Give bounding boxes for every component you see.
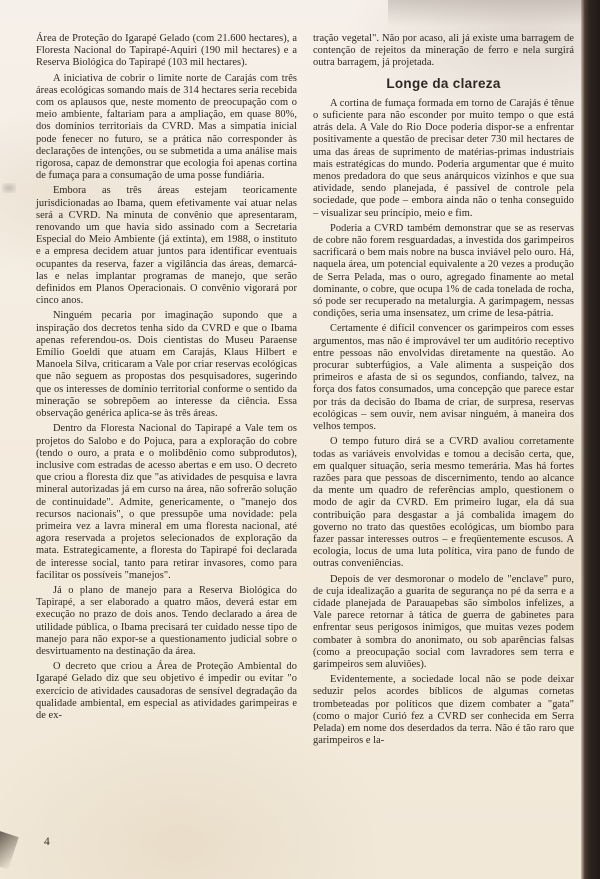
paragraph: Área de Proteção do Igarapé Gelado (com 21.600 hectares), a Floresta Nacional do Tapirapé-Aquiri (190 mil hectares) e a Reserva Biológica do Tapirapé (103 mil hectares).	[36, 33, 297, 69]
paragraph: O tempo futuro dirá se a CVRD avaliou corretamente todas as variáveis envolvidas e tomou a decisão certa, que, em qualquer situação, seria mesmo temerária. Mas há fortes razões para que pessoas de discernimento, tendo ao alcance da mente um quadro de referências amplo, questionem o modo de agir da CVRD. Em primeiro lugar, ela dá sua contribuição para desgastar a já combalida imagem do governo no trato das questões ecológicas, um biombo para fazer passar interesses outros – e freqüentemente escusos. A ecologia, locus de uma luta política, vira pano de fundo de outras conveniências.	[313, 436, 574, 570]
page-number: 4	[44, 836, 50, 848]
paragraph: Certamente é difícil convencer os garimpeiros com esses argumentos, mas não é improvável ter um auditório receptivo entre pessoas não envolvidas diretamente na questão. Ao procurar subterfúgios, a Vale alimenta a suspeição dos primeiros e afasta de si os segundos, confiando, talvez, na força dos fatos consumados, uma concepção que parece estar por trás da decisão do Ibama de criar, de surpresa, reservas ecológicas – sem ouvir, nem avisar ninguém, à maneira dos velhos tempos.	[313, 323, 574, 433]
paragraph: Embora as três áreas estejam teoricamente jurisdicionadas ao Ibama, quem efetivamente vai atuar nelas será a CVRD. Na minuta de convênio que apresentaram, renovando um que havia sido assinado com a Secretaria Especial do Meio Ambiente (já extinta), em 1988, o instituto e a empresa decidem atuar juntos para identificar eventuais ocupantes da reserva, fazer a vigilância das áreas, demarcá-las e nelas implantar programas de manejo, que serão definidos em Planos Operacionais. O convênio vigorará por cinco anos.	[36, 185, 297, 307]
paragraph: Evidentemente, a sociedade local não se pode deixar seduzir pelos acordes bíblicos de algumas cornetas trombeteadas por políticos que dizem combater a "gata" (como o major Curió fez a CVRD ser conhecida em Serra Pelada) em nome dos deserdados da terra. Não é tão raro que garimpeiros e la-	[313, 674, 574, 747]
paragraph: Ninguém pecaria por imaginação supondo que a inspiração dos decretos tenha sido da CVRD e que o Ibama apenas referendou-os. Dois cientistas do Museu Paraense Emílio Goeldi que atuam em Carajás, Klaus Hilbert e Manoela Silva, criticaram a Vale por criar reservas ecológicas que não seguem as propostas dos pesquisadores, sugerindo que os interesses de domínio territorial conforme o sentido da mineração se sobrepõem ao interesse da ciência. Essa observação genérica aplica-se às três áreas.	[36, 310, 297, 420]
paragraph: Já o plano de manejo para a Reserva Biológica do Tapirapé, a ser elaborado a quatro mãos, deverá estar em execução no prazo de dois anos. Tendo declarado a área de utilidade pública, o Ibama precisará ter cuidado nesse tipo de manejo para não expor-se a questionamento judicial sobre o desvirtuamento na destinação da área.	[36, 584, 297, 657]
paragraph: A cortina de fumaça formada em torno de Carajás é tênue o suficiente para não esconder por muito tempo o que está atrás dela. A Vale do Rio Doce poderia dispor-se a enfrentar positivamente a questão de precisar deter 730 mil hectares de uma das áreas de suprimento de matérias-primas industriais mais estratégicas do mundo. Poderia argumentar que é muito menos predadora do que seus anárquicos vizinhos e que sua atividade, sendo planejada, é passível de controle pela sociedade, que pode – embora ainda não o tenha conseguido – visualizar seu princípio, meio e fim.	[313, 97, 574, 219]
section-heading: Longe da clareza	[386, 75, 501, 91]
right-column	[313, 33, 574, 750]
left-column	[36, 33, 297, 725]
paragraph: Dentro da Floresta Nacional do Tapirapé a Vale tem os projetos do Salobo e do Pojuca, para a exploração do cobre (tendo o ouro, a prata e o molibdênio como subprodutos), inclusive com estradas de acesso abertas e em uso. O decreto que criou a floresta diz que "as atividades de pesquisa e lavra mineral autorizadas já em curso na área, não sofrerão solução de continuidade". Admite, genericamente, o "manejo dos recursos nacionais", o que pressupõe uma novidade: pela primeira vez a lavra mineral em uma floresta nacional, até agora reservada a projetos selecionados de exploração da mata. Estrategicamente, a floresta do Tapirapé foi declarada de interesse social, tanto para retirar invasores, como para facilitar os possíveis "manejos".	[36, 423, 297, 581]
scan-edge-right	[581, 0, 600, 879]
paragraph: O decreto que criou a Área de Proteção Ambiental do Igarapé Gelado diz que seu objetivo é impedir ou evitar "o exercício de atividades causadoras de sensível degradação da qualidade ambiental, em especial as atividades garimpeiras e de ex-	[36, 661, 297, 721]
scan-shadow-top	[388, 0, 588, 26]
paragraph: A iniciativa de cobrir o limite norte de Carajás com três áreas ecológicas somando mais de 314 hectares seria recebida com os aplausos que, neste momento de preocupação com o meio ambiente, faltariam para a ampliação, em quase 80%, dos domínios territoriais da CVRD. Mas a simpatia inicial pode fenecer no futuro, se a prática não corresponder às declarações de intenções, ou se submetida a uma análise mais rigorosa, capaz de demonstrar que ecologia foi apenas cortina de fumaça para a consumação de uma posse fundiária.	[36, 72, 297, 182]
paragraph: Poderia a CVRD também demonstrar que se as reservas de cobre não forem resguardadas, a investida dos garimpeiros sacrificará o bem mais nobre na busca inviável pelo ouro. Há, naquela área, um potencial equivalente a 20 vezes a produção de Serra Pelada, mas o ouro, agregado finamente ao metal dominante, o cobre, que ocupa 1% de cada tonelada de rocha, só pode ser recuperado na metalurgia. A garimpagem, nessas condições, seria uma insensatez, um crime de lesa-pátria.	[313, 222, 574, 320]
scan-smudge-left	[2, 183, 16, 193]
scan-mark-bottom-left	[0, 830, 19, 869]
paragraph: Depois de ver desmoronar o modelo de "enclave" puro, de cuja idealização a guarita de segurança no pé da serra e a cidade planejada de Parauapebas são símbolos infelizes, a Vale parece retornar à tática de guerra de gabinetes para enfrentar seus perigosos inimigos, que muitas vezes podem combater à sombra do anonimato, ou sob aparências falsas (como a preocupação social com lavradores sem terra e garimpeiros sem aluviões).	[313, 573, 574, 670]
paragraph: tração vegetal". Não por acaso, ali já existe uma barragem de contenção de rejeitos da mineração de ferro e nela surgirá outra barragem, já projetada.	[313, 33, 574, 69]
